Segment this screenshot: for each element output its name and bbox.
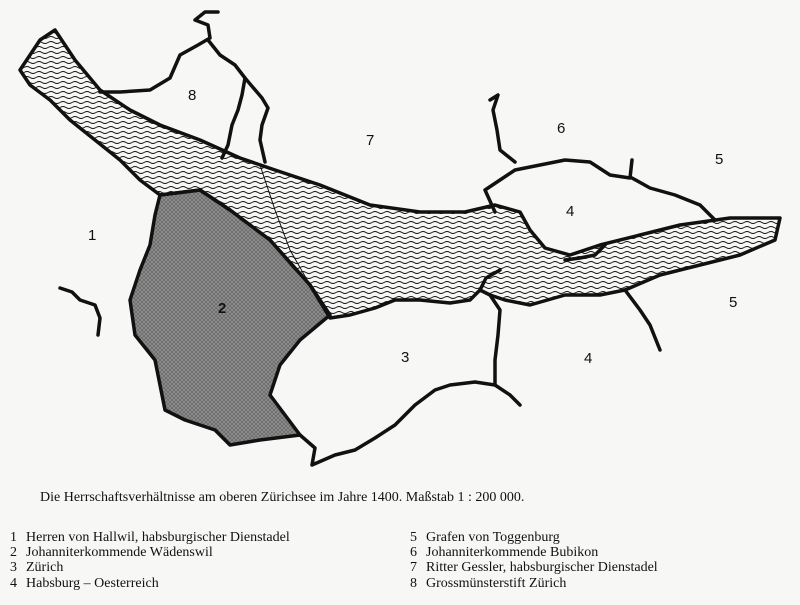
region-label-5-bottom: 5 (729, 294, 738, 311)
legend-number: 6 (410, 545, 417, 561)
legend-left (10, 530, 290, 591)
legend-text: Grossmünsterstift Zürich (426, 575, 567, 591)
legend-item (10, 560, 290, 575)
legend-item (410, 530, 658, 545)
region-label-2: 2 (218, 300, 227, 317)
legend-number: 4 (10, 575, 17, 591)
map-caption: Die Herrschaftsverhältnisse am oberen Zürichsee im Jahre 1400. Maßstab 1 : 200 000. (40, 490, 525, 505)
legend-text: Zürich (26, 560, 64, 576)
legend-number: 5 (410, 530, 417, 545)
legend-item (410, 545, 658, 560)
region-label-3: 3 (401, 349, 410, 366)
legend-text: Grafen von Toggenburg (426, 530, 560, 545)
legend-text: Johanniterkommende Bubikon (426, 545, 599, 561)
legend-right (410, 530, 658, 591)
legend-item (410, 560, 658, 575)
region-label-7: 7 (366, 132, 375, 149)
legend-item (10, 545, 290, 560)
legend-number: 7 (410, 560, 417, 576)
legend-item (410, 576, 658, 591)
region-label-6: 6 (557, 120, 566, 137)
region-label-4-top: 4 (566, 203, 575, 220)
region-label-4-bottom: 4 (584, 350, 593, 367)
legend-text: Johanniterkommende Wädenswil (26, 545, 213, 561)
legend-number: 3 (10, 560, 17, 576)
region-label-1: 1 (88, 227, 97, 244)
legend-text: Habsburg – Oesterreich (26, 575, 159, 591)
legend-number: 2 (10, 545, 17, 561)
legend-item (10, 576, 290, 591)
legend-number: 1 (10, 530, 17, 545)
legend-number: 8 (410, 575, 417, 591)
legend-item (10, 530, 290, 545)
region-label-8: 8 (188, 87, 197, 104)
region-label-5-top: 5 (715, 151, 724, 168)
legend-text: Ritter Gessler, habsburgischer Dienstadel (426, 560, 658, 576)
legend-text: Herren von Hallwil, habsburgischer Dienstadel (26, 530, 290, 545)
lake-zurichsee (20, 30, 780, 318)
